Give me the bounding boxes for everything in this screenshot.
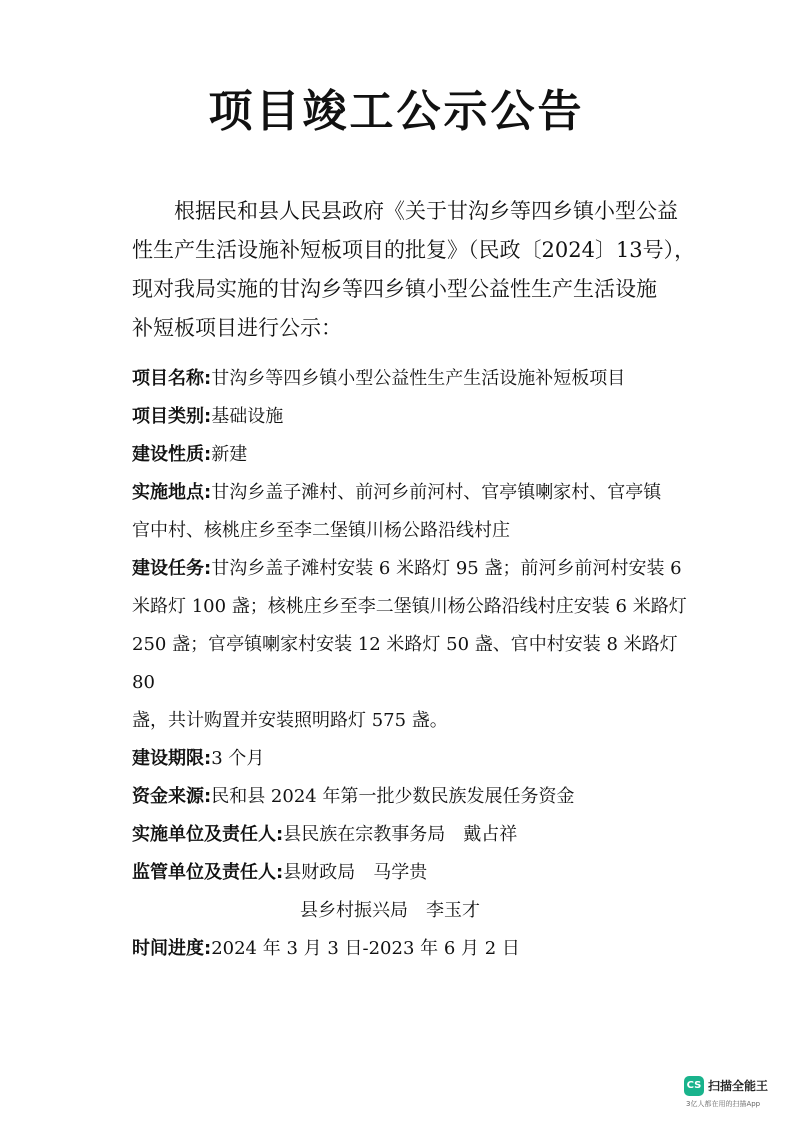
field-label: 建设任务: <box>132 558 212 579</box>
field-construction-task <box>132 550 702 740</box>
field-value: 基础设施 <box>211 406 284 427</box>
camscanner-app-name: 扫描全能王 <box>708 1079 769 1093</box>
field-value: 官中村、核桃庄乡至李二堡镇川杨公路沿线村庄 <box>132 520 510 541</box>
field-value: 2024 年 3 月 3 日-2023 年 6 月 2 日 <box>211 938 520 959</box>
field-label: 建设期限: <box>132 748 212 769</box>
field-location <box>132 474 702 550</box>
field-value: 盏，共计购置并安装照明路灯 575 盏。 <box>132 710 448 731</box>
intro-line: 现对我局实施的甘沟乡等四乡镇小型公益性生产生活设施 <box>132 277 657 301</box>
field-label: 项目名称: <box>132 368 212 389</box>
field-supervisor <box>132 854 702 892</box>
field-value: 新建 <box>211 444 248 465</box>
camscanner-slogan: 3亿人都在用的扫描App <box>686 1100 761 1108</box>
field-supervisor-secondary: 县乡村振兴局 李玉才 <box>300 900 480 921</box>
field-label: 实施单位及责任人: <box>132 824 284 845</box>
document-title: 项目竣工公示公告 <box>208 86 585 137</box>
field-project-category <box>132 398 702 436</box>
intro-line: 根据民和县人民县政府《关于甘沟乡等四乡镇小型公益 <box>174 199 678 223</box>
field-label: 资金来源: <box>132 786 212 807</box>
field-label: 时间进度: <box>132 938 212 959</box>
intro-paragraph <box>132 192 696 348</box>
field-value: 县财政局 马学贵 <box>283 862 428 883</box>
field-label: 项目类别: <box>132 406 212 427</box>
field-project-name <box>132 360 702 398</box>
field-value: 民和县 2024 年第一批少数民族发展任务资金 <box>211 786 575 807</box>
camscanner-watermark <box>684 1074 784 1114</box>
field-value: 甘沟乡盖子滩村、前河乡前河村、官亭镇喇家村、官亭镇 <box>211 482 662 503</box>
field-label: 实施地点: <box>132 482 212 503</box>
field-value: 县民族在宗教事务局 戴占祥 <box>283 824 518 845</box>
field-funding-source <box>132 778 702 816</box>
field-value: 甘沟乡盖子滩村安装 6 米路灯 95 盏；前河乡前河村安装 6 <box>211 558 682 579</box>
field-value: 3 个月 <box>211 748 265 769</box>
intro-line: 性生产生活设施补短板项目的批复》（民政〔2024〕13号）， <box>132 238 696 262</box>
field-label: 建设性质: <box>132 444 212 465</box>
field-label: 监管单位及责任人: <box>132 862 284 883</box>
field-schedule <box>132 930 702 968</box>
intro-line: 补短板项目进行公示： <box>132 316 342 340</box>
field-value: 甘沟乡等四乡镇小型公益性生产生活设施补短板项目 <box>211 368 626 389</box>
camscanner-logo-icon: CS <box>684 1076 704 1096</box>
field-value: 米路灯 100 盏；核桃庄乡至李二堡镇川杨公路沿线村庄安装 6 米路灯 <box>132 596 687 617</box>
field-construction-period <box>132 740 702 778</box>
field-construction-nature <box>132 436 702 474</box>
field-value: 250 盏；官亭镇喇家村安装 12 米路灯 50 盏、官中村安装 8 米路灯 80 <box>132 634 678 693</box>
field-implementer <box>132 816 702 854</box>
project-fields <box>132 360 702 968</box>
